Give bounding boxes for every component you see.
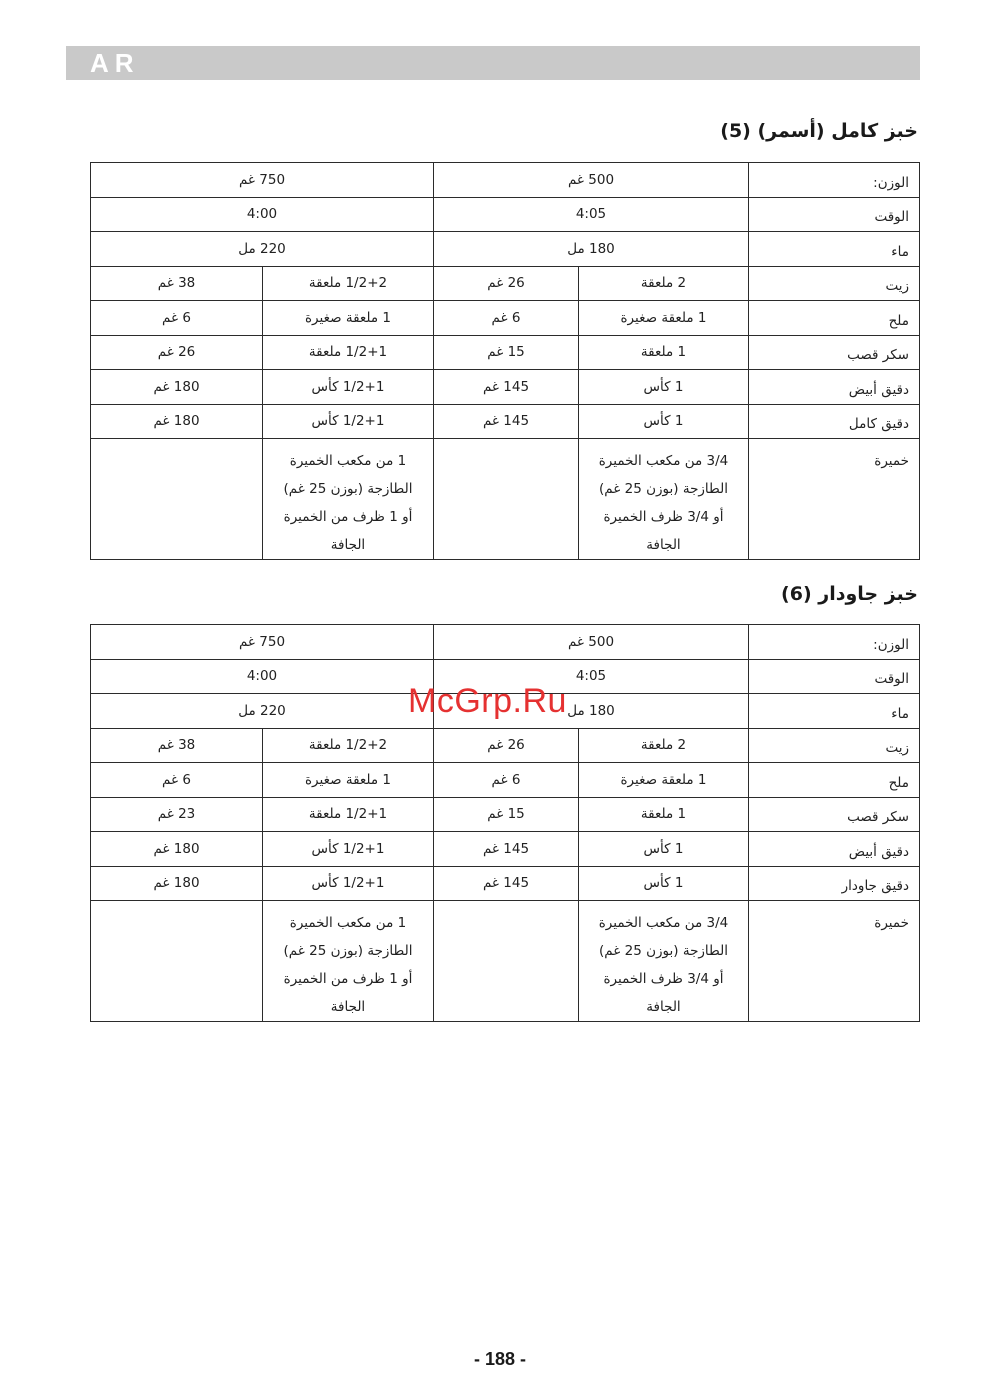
row-label: سكر قصب xyxy=(749,797,920,832)
yeast-line: 3/4 من مكعب الخميرة xyxy=(598,453,729,469)
row-white-flour xyxy=(91,832,920,867)
cell-500g: 4:05 xyxy=(434,197,749,232)
recipe-table-whole-wheat xyxy=(90,162,920,560)
cell-750g-empty xyxy=(91,901,263,1022)
yeast-line: الطازجة (بوزن 25 غم) xyxy=(599,481,728,497)
yeast-line: 1 من مكعب الخميرة xyxy=(289,453,407,469)
row-yeast xyxy=(91,439,920,560)
recipe-title-rye: خبز جاودار (6) xyxy=(781,583,918,605)
cell-750g-measure: 1/2+1 ملعقة xyxy=(263,797,434,832)
yeast-line: الطازجة (بوزن 25 غم) xyxy=(283,943,413,959)
yeast-line: أو 1 ظرف من الخميرة xyxy=(283,971,413,987)
cell-750g: 4:00 xyxy=(91,659,434,694)
row-water xyxy=(91,232,920,267)
cell-500g-measure: 1 كأس xyxy=(579,866,749,901)
cell-500g-grams: 145 غم xyxy=(434,866,579,901)
language-header-bar xyxy=(66,46,920,80)
cell-500g-measure: 2 ملعقة xyxy=(579,728,749,763)
cell-750g: 4:00 xyxy=(91,197,434,232)
cell-750g-grams: 6 غم xyxy=(91,763,263,798)
yeast-line: 1 من مكعب الخميرة xyxy=(289,915,407,931)
cell-500g: 500 غم xyxy=(434,625,749,660)
cell-750g-grams: 180 غم xyxy=(91,866,263,901)
cell-750g-grams: 180 غم xyxy=(91,832,263,867)
cell-500g-grams: 145 غم xyxy=(434,404,579,439)
cell-500g-grams: 145 غم xyxy=(434,832,579,867)
row-label: ماء xyxy=(749,694,920,729)
cell-500g-measure: 1 كأس xyxy=(579,370,749,405)
yeast-line: أو 3/4 ظرف الخميرة xyxy=(603,509,724,525)
row-wholemeal-flour xyxy=(91,404,920,439)
yeast-line: الجافة xyxy=(330,999,366,1015)
cell-500g-grams: 15 غم xyxy=(434,797,579,832)
cell-500g: 500 غم xyxy=(434,163,749,198)
cell-500g-measure: 1 ملعقة صغيرة xyxy=(579,301,749,336)
row-salt xyxy=(91,763,920,798)
cell-500g-yeast xyxy=(579,439,749,560)
row-label: الوقت xyxy=(749,197,920,232)
cell-500g-yeast xyxy=(579,901,749,1022)
row-label: الوزن: xyxy=(749,625,920,660)
row-label: ملح xyxy=(749,301,920,336)
cell-500g: 4:05 xyxy=(434,659,749,694)
row-label: ملح xyxy=(749,763,920,798)
cell-750g-grams: 38 غم xyxy=(91,266,263,301)
cell-500g-measure: 1 كأس xyxy=(579,832,749,867)
row-label: زيت xyxy=(749,266,920,301)
cell-500g-grams: 26 غم xyxy=(434,266,579,301)
row-yeast xyxy=(91,901,920,1022)
cell-500g-grams: 15 غم xyxy=(434,335,579,370)
row-label: ماء xyxy=(749,232,920,267)
row-oil xyxy=(91,728,920,763)
yeast-line: الطازجة (بوزن 25 غم) xyxy=(283,481,413,497)
cell-750g: 750 غم xyxy=(91,163,434,198)
cell-750g-empty xyxy=(91,439,263,560)
row-weight xyxy=(91,163,920,198)
yeast-line: الجافة xyxy=(330,537,366,553)
cell-500g-measure: 1 كأس xyxy=(579,404,749,439)
yeast-line: الطازجة (بوزن 25 غم) xyxy=(599,943,728,959)
row-label: دقيق كامل xyxy=(749,404,920,439)
cell-750g-measure: 1/2+1 كأس xyxy=(263,370,434,405)
row-white-flour xyxy=(91,370,920,405)
cell-750g-measure: 1/2+1 ملعقة xyxy=(263,335,434,370)
row-label: الوقت xyxy=(749,659,920,694)
row-label: دقيق أبيض xyxy=(749,370,920,405)
cell-750g-measure: 1/2+1 كأس xyxy=(263,832,434,867)
row-salt xyxy=(91,301,920,336)
row-label: الوزن: xyxy=(749,163,920,198)
row-weight xyxy=(91,625,920,660)
cell-500g-measure: 1 ملعقة صغيرة xyxy=(579,763,749,798)
cell-750g-grams: 6 غم xyxy=(91,301,263,336)
yeast-line: أو 3/4 ظرف الخميرة xyxy=(603,971,724,987)
cell-750g: 750 غم xyxy=(91,625,434,660)
row-label: دقيق أبيض xyxy=(749,832,920,867)
cell-500g-grams: 26 غم xyxy=(434,728,579,763)
cell-750g-grams: 180 غم xyxy=(91,370,263,405)
yeast-line: الجافة xyxy=(646,999,681,1015)
page-number: - 188 - xyxy=(473,1349,527,1369)
row-label: خميرة xyxy=(749,901,920,1022)
cell-750g-measure: 1 ملعقة صغيرة xyxy=(263,301,434,336)
row-label: سكر قصب xyxy=(749,335,920,370)
yeast-line: 3/4 من مكعب الخميرة xyxy=(598,915,729,931)
yeast-line: أو 1 ظرف من الخميرة xyxy=(283,509,413,525)
cell-750g-measure: 1/2+1 كأس xyxy=(263,866,434,901)
cell-500g-grams: 6 غم xyxy=(434,301,579,336)
cell-750g: 220 مل xyxy=(91,694,434,729)
row-rye-flour xyxy=(91,866,920,901)
row-label: زيت xyxy=(749,728,920,763)
cell-500g: 180 مل xyxy=(434,694,749,729)
cell-750g-grams: 26 غم xyxy=(91,335,263,370)
cell-750g-measure: 1/2+2 ملعقة xyxy=(263,728,434,763)
cell-750g-grams: 180 غم xyxy=(91,404,263,439)
cell-500g-grams: 145 غم xyxy=(434,370,579,405)
cell-750g-measure: 1/2+2 ملعقة xyxy=(263,266,434,301)
row-sugar xyxy=(91,335,920,370)
row-sugar xyxy=(91,797,920,832)
cell-500g-measure: 1 ملعقة xyxy=(579,797,749,832)
yeast-line: الجافة xyxy=(646,537,681,553)
cell-500g-measure: 2 ملعقة xyxy=(579,266,749,301)
cell-500g: 180 مل xyxy=(434,232,749,267)
cell-750g-yeast xyxy=(263,439,434,560)
cell-500g-empty xyxy=(434,439,579,560)
row-time xyxy=(91,197,920,232)
cell-500g-grams: 6 غم xyxy=(434,763,579,798)
row-label: دقيق جاودار xyxy=(749,866,920,901)
cell-750g: 220 مل xyxy=(91,232,434,267)
cell-750g-yeast xyxy=(263,901,434,1022)
recipe-title-whole-wheat: خبز كامل (أسمر) (5) xyxy=(720,120,918,142)
row-label: خميرة xyxy=(749,439,920,560)
cell-500g-measure: 1 ملعقة xyxy=(579,335,749,370)
cell-750g-grams: 38 غم xyxy=(91,728,263,763)
cell-750g-measure: 1 ملعقة صغيرة xyxy=(263,763,434,798)
row-oil xyxy=(91,266,920,301)
cell-750g-measure: 1/2+1 كأس xyxy=(263,404,434,439)
watermark: McGrp.Ru xyxy=(408,682,567,720)
cell-500g-empty xyxy=(434,901,579,1022)
language-code: AR xyxy=(90,48,140,78)
cell-750g-grams: 23 غم xyxy=(91,797,263,832)
